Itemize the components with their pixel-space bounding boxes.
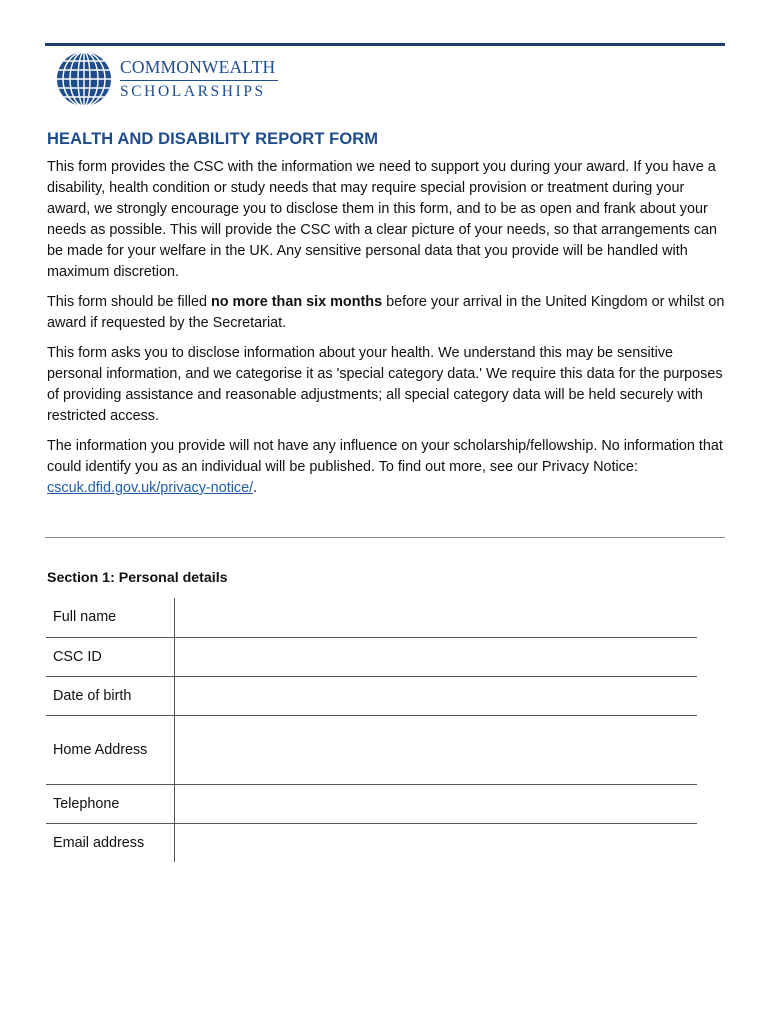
- csc-logo: [56, 51, 278, 107]
- field-label-csc-id: CSC ID: [46, 637, 175, 676]
- email-address-field[interactable]: [175, 823, 698, 862]
- intro-paragraph-2-emphasis: no more than six months: [210, 294, 383, 310]
- table-row: [46, 784, 697, 823]
- intro-paragraph-4-start: The information you provide will not have any influence on your scholarship/fellowship. No information that could identify you as an individual will be published. To find out more, see our Privacy Notice:: [47, 438, 723, 475]
- field-label-home-address: Home Address: [46, 715, 175, 784]
- logo-divider: [120, 80, 278, 81]
- logo-wordmark: [120, 59, 278, 99]
- page-title: HEALTH AND DISABILITY REPORT FORM: [47, 130, 379, 148]
- date-of-birth-field[interactable]: [175, 676, 698, 715]
- field-label-email-address: Email address: [46, 823, 175, 862]
- logo-line-scholarships: SCHOLARSHIPS: [120, 82, 266, 100]
- field-label-date-of-birth: Date of birth: [46, 676, 175, 715]
- field-label-telephone: Telephone: [46, 784, 175, 823]
- top-rule: [45, 43, 725, 46]
- globe-icon: [56, 51, 112, 107]
- home-address-field[interactable]: [175, 715, 698, 784]
- csc-id-field[interactable]: [175, 637, 698, 676]
- table-row: [46, 637, 697, 676]
- section-divider: [45, 537, 725, 538]
- intro-paragraph-3: This form asks you to disclose information about your health. We understand this may be sensitive personal information, and we categorise it as 'special category data.' We require this data for the purposes of providing assistance and reasonable adjustments; all special category data will be held securely with restricted access.: [47, 345, 723, 424]
- intro-paragraph-1: This form provides the CSC with the information we need to support you during your award. If you have a disability, health condition or study needs that may require special provision or treatment during your award, we strongly encourage you to disclose them in this form, and to be as open and frank about your needs as possible. This will provide the CSC with a clear picture of your needs, so that arrangements can be made for your welfare in the UK. Any sensitive personal data that you provide will be handled with maximum discretion.: [47, 159, 718, 280]
- telephone-field[interactable]: [175, 784, 698, 823]
- logo-line-commonwealth: COMMONWEALTH: [120, 57, 276, 77]
- field-label-full-name: Full name: [46, 598, 175, 637]
- intro-paragraph-4: [47, 436, 727, 499]
- table-row: [46, 676, 697, 715]
- personal-details-table: [46, 598, 697, 862]
- table-row: [46, 823, 697, 862]
- intro-paragraph-2: [47, 292, 727, 334]
- intro-paragraph-4-end: .: [253, 480, 258, 496]
- privacy-notice-link[interactable]: cscuk.dfid.gov.uk/privacy-notice/: [47, 480, 254, 496]
- intro-text: [47, 157, 727, 508]
- table-row: [46, 715, 697, 784]
- intro-paragraph-2-end: before your arrival in the United Kingdom or whilst on award if requested by the Secretariat.: [47, 294, 725, 331]
- intro-paragraph-2-start: This form should be filled: [47, 294, 211, 310]
- full-name-field[interactable]: [175, 598, 698, 637]
- section-1-title: Section 1: Personal details: [47, 570, 228, 586]
- table-row: [46, 598, 697, 637]
